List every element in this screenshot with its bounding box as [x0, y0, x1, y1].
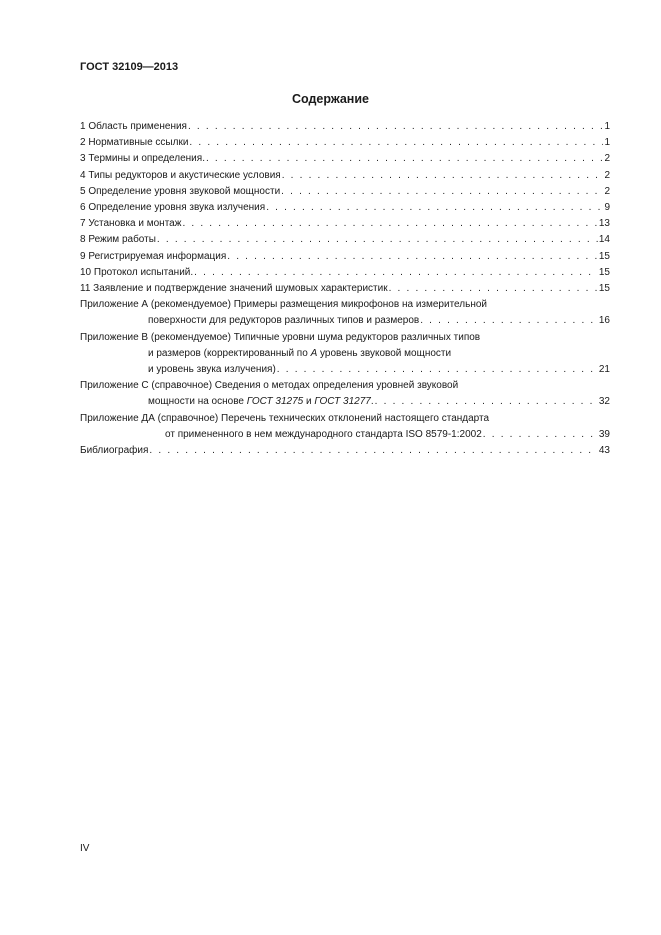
table-of-contents — [80, 119, 610, 459]
toc-entry[interactable]: 1 Область применения . . . 1 — [80, 119, 610, 135]
toc-entry-appendix-b[interactable]: Приложение В (рекомендуемое) Типичные уровни шума редукторов различных типов и размеров (корректированный по А уровень звуковой мощности и уровень звука излучения) . . . 21 — [80, 330, 610, 379]
document-header: ГОСТ 32109—2013 — [80, 61, 179, 73]
toc-entry-appendix-a[interactable]: Приложение А (рекомендуемое) Примеры размещения микрофонов на измерительной поверхности для редукторов различных типов и размеров . . . 16 — [80, 297, 610, 329]
toc-entry-appendix-da[interactable]: Приложение ДА (справочное) Перечень технических отклонений настоящего стандарта от примененного в нем международного стандарта ISO 8579-1:2002 . . . 39 — [80, 411, 610, 443]
toc-entry[interactable]: 5 Определение уровня звуковой мощности . . . 2 — [80, 184, 610, 200]
toc-entry[interactable]: 3 Термины и определения. . . . 2 — [80, 151, 610, 167]
toc-entry[interactable]: 6 Определение уровня звука излучения . . . 9 — [80, 200, 610, 216]
toc-entry-bibliography[interactable]: Библиография . . . 43 — [80, 443, 610, 459]
toc-entry-appendix-c[interactable]: Приложение С (справочное) Сведения о методах определения уровней звуковой мощности на основе ГОСТ 31275 и ГОСТ 31277. . . . 32 — [80, 378, 610, 410]
toc-entry[interactable]: 11 Заявление и подтверждение значений шумовых характеристик . . . 15 — [80, 281, 610, 297]
page-number: IV — [80, 843, 90, 854]
toc-entry[interactable]: 9 Регистрируемая информация . . . 15 — [80, 249, 610, 265]
toc-entry[interactable]: 10 Протокол испытаний. . . . 15 — [80, 265, 610, 281]
toc-title: Содержание — [291, 92, 369, 106]
toc-entry[interactable]: 4 Типы редукторов и акустические условия . . . 2 — [80, 168, 610, 184]
toc-entry[interactable]: 7 Установка и монтаж . . . 13 — [80, 216, 610, 232]
toc-entry[interactable]: 2 Нормативные ссылки . . . 1 — [80, 135, 610, 151]
toc-entry[interactable]: 8 Режим работы . . . 14 — [80, 232, 610, 248]
